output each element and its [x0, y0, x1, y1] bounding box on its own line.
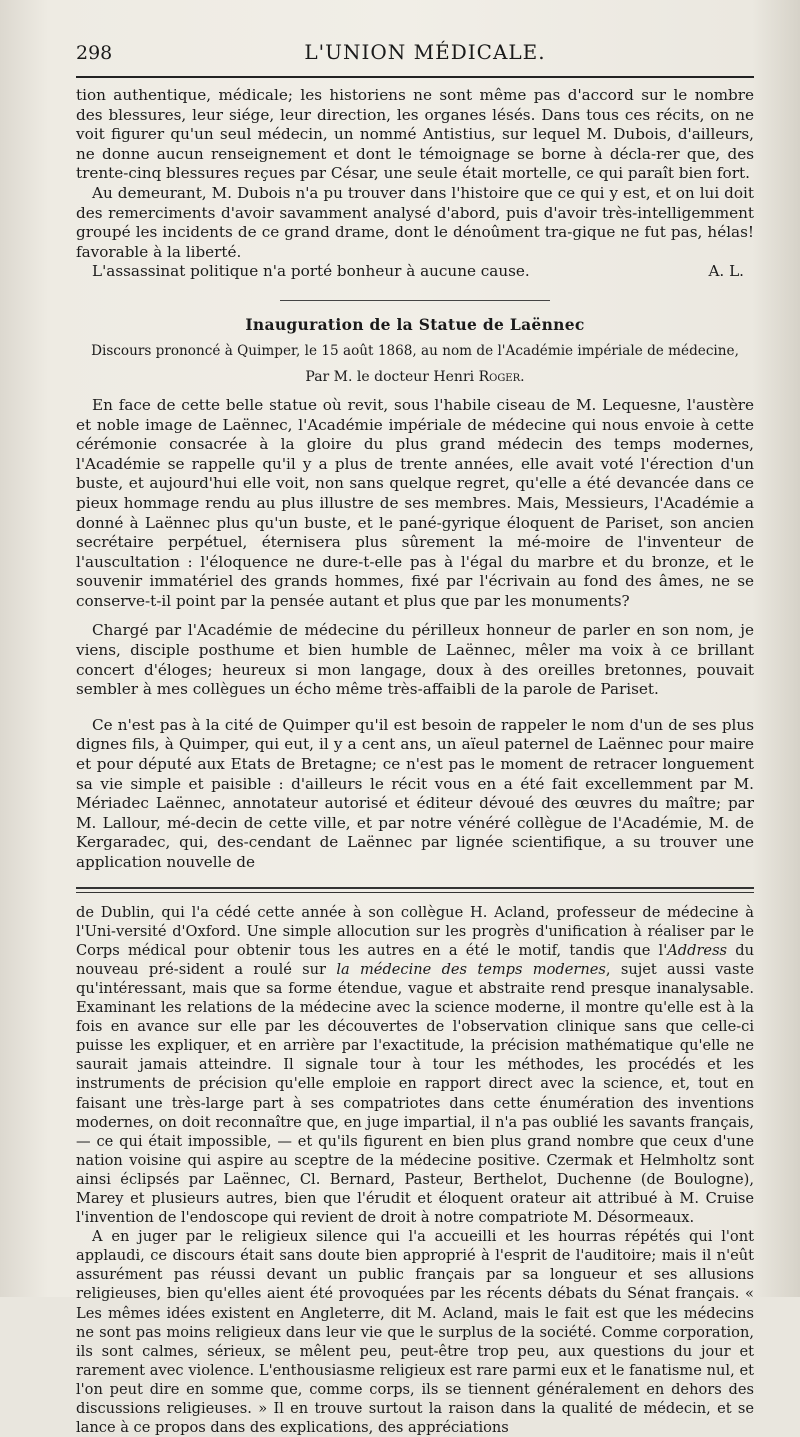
- italic-term: Address: [667, 941, 728, 959]
- journal-title: L'UNION MÉDICALE.: [304, 40, 546, 64]
- page-number: 298: [76, 42, 113, 64]
- article-laennec: [76, 315, 754, 873]
- header-rule: [76, 76, 754, 78]
- article-paragraph: En face de cette belle statue où revit, sous l'habile ciseau de M. Lequesne, l'austère et noble image de Laënnec, l'Académie impériale de médecine qui nous envoie à cette cérémonie consacrée à la gloire du plus grand médecin des temps modernes, l'Académie se rappelle qu'il y a plus de trente années, elle avait voté l'érection d'un buste, et aujourd'hui elle voit, non sans quelque regret, qu'elle a été devancée dans ce pieux hommage rendu au plus illustre de ses membres. Mais, Messieurs, l'Académie a donné à Laënnec plus qu'un buste, et le pané-gyrique éloquent de Pariset, son ancien secrétaire perpétuel, éternisera plus sûrement la mé-moire de l'inventeur de l'auscultation : l'éloquence ne dure-t-elle pas à l'égal du marbre et du bronze, et le souvenir immatériel des grands hommes, fixé par l'écrivain au fond des âmes, ne se conserve-t-il point par la pensée autant et plus que par les monuments?: [76, 395, 754, 610]
- lower-paragraph: A en juger par le religieux silence qui l'a accueilli et les hourras répétés qui l'ont applaudi, ce discours était sans doute bien approprié à l'esprit de l'auditoire; mais il n'eût assurément pas réussi devant un public français par sa longueur et ses allusions religieuses, bien qu'elles aient été provoquées par les récents débats du Sénat français. « Les mêmes idées existent en Angleterre, dit M. Acland, mais le fait est que les médecins ne sont pas moins religieux dans leur vie que le surplus de la société. Comme corporation, ils sont calmes, sérieux, se mêlent peu, peut-être trop peu, aux questions du jour et rarement avec violence. L'enthousiasme religieux est rare parmi eux et le fanatisme nul, et l'on peut dire en somme que, comme corps, ils se tiennent généralement en dehors des discussions religieuses. » Il en trouve surtout la raison dans la qualité de médecin, et se lance à ce propos dans des explications, des appréciations: [76, 1228, 754, 1437]
- text-run: du nouveau pré-sident a roulé sur: [76, 941, 754, 978]
- closing-line: L'assassinat politique n'a porté bonheur à aucune cause.: [92, 262, 530, 281]
- lower-paragraph: [76, 903, 754, 1228]
- section-divider: [76, 887, 754, 893]
- italic-title: la médecine des temps modernes: [336, 960, 606, 978]
- byline-author-name: Roger.: [478, 368, 525, 385]
- article-paragraph: Ce n'est pas à la cité de Quimper qu'il est besoin de rappeler le nom d'un de ses plus dignes fils, à Quimper, qui eut, il y a cent ans, un aïeul paternel de Laënnec pour maire et pour député aux Etats de Bretagne; ce n'est pas le moment de retracer longuement sa vie simple et paisible : d'ailleurs le récit vous en a été fait excellemment par M. Mériadec Laënnec, annotateur autorisé et éditeur dévoué des œuvres du maître; par M. Lallour, mé-decin de cette ville, et par notre vénéré collègue de l'Académie, M. de Kergaradec, qui, des-cendant de Laënnec par lignée scientifique, a su trouver une application nouvelle de: [76, 715, 754, 871]
- article-paragraph: Chargé par l'Académie de médecine du périlleux honneur de parler en son nom, je viens, disciple posthume et bien humble de Laënnec, mêler ma voix à ce brillant concert d'éloges; heureux si mon langage, doux à des oreilles bretonnes, pouvait sembler à mes collègues un écho même très-affaibli de la parole de Pariset.: [76, 621, 754, 699]
- author-signature: A. L.: [708, 262, 744, 281]
- article-title: Inauguration de la Statue de Laënnec: [245, 314, 585, 334]
- byline-prefix: Par M. le docteur Henri: [305, 368, 479, 385]
- lower-section: [76, 903, 754, 1437]
- article-separator: [280, 300, 550, 301]
- text-run: , sujet aussi vaste qu'intéressant, mais que sa forme étendue, vague et abstraite rend presque inanalysable. Examinant les relations de la médecine avec la science moderne, il montre qu'elle est à la fois en avance sur elle par les découvertes de l'observation clinique sans que celle-ci puisse les expliquer, et en arrière par l'exactitude, la précision mathématique qu'elle ne saurait jamais atteindre. Il signale tour à tour les méthodes, les procédés et les instruments de précision qu'elle emploie en rapport direct avec la science, et, tout en faisant une très-large part à ses compatriotes dans cette énumération des inventions modernes, on doit reconnaître que, en juge impartial, il n'a pas oublié les savants français, — ce qui était impossible, — et qu'ils figurent en bien plus grand nombre que ceux d'une nation voisine qui aspire au sceptre de la médecine positive. Czermak et Helmholtz sont ainsi éclipsés par Laënnec, Cl. Bernard, Pasteur, Berthelot, Duchenne (de Boulogne), Marey et plusieurs autres, bien que l'érudit et éloquent orateur ait attribué à M. Cruise l'invention de l'endoscope qui revient de droit à notre compatriote M. Désormeaux.: [76, 960, 754, 1227]
- article-byline: [76, 368, 754, 386]
- prior-paragraph: tion authentique, médicale; les historiens ne sont même pas d'accord sur le nombre des blessures, leur siége, leur direction, les organes lésés. Dans tous ces récits, on ne voit figurer qu'un seul médecin, un nommé Antistius, sur lequel M. Dubois, d'ailleurs, ne donne aucun renseignement et dont le témoignage se borne à décla-rer que, des trente-cinq blessures reçues par César, une seule était mortelle, ce qui paraît bien fort.: [76, 86, 754, 183]
- prior-paragraph: Au demeurant, M. Dubois n'a pu trouver dans l'histoire que ce qui y est, et on lui doit des remerciments d'avoir savamment analysé d'abord, puis d'avoir très-intelligemment groupé les incidents de ce grand drame, dont le dénoûment tra-gique ne fut pas, hélas! favorable à la liberté.: [76, 183, 754, 261]
- text-run: de Dublin, qui l'a cédé cette année à son collègue H. Acland, professeur de médecine à l'Uni-versité d'Oxford. Une simple allocution sur les progrès d'unification à réaliser par le Corps médical pour obtenir tous les autres en a été le motif, tandis que l': [76, 903, 754, 959]
- prior-article-ending: [76, 86, 754, 282]
- closing-line-row: [76, 262, 754, 282]
- article-subtitle: Discours prononcé à Quimper, le 15 août 1868, au nom de l'Académie impériale de médecine,: [91, 342, 739, 359]
- running-head: [76, 38, 754, 72]
